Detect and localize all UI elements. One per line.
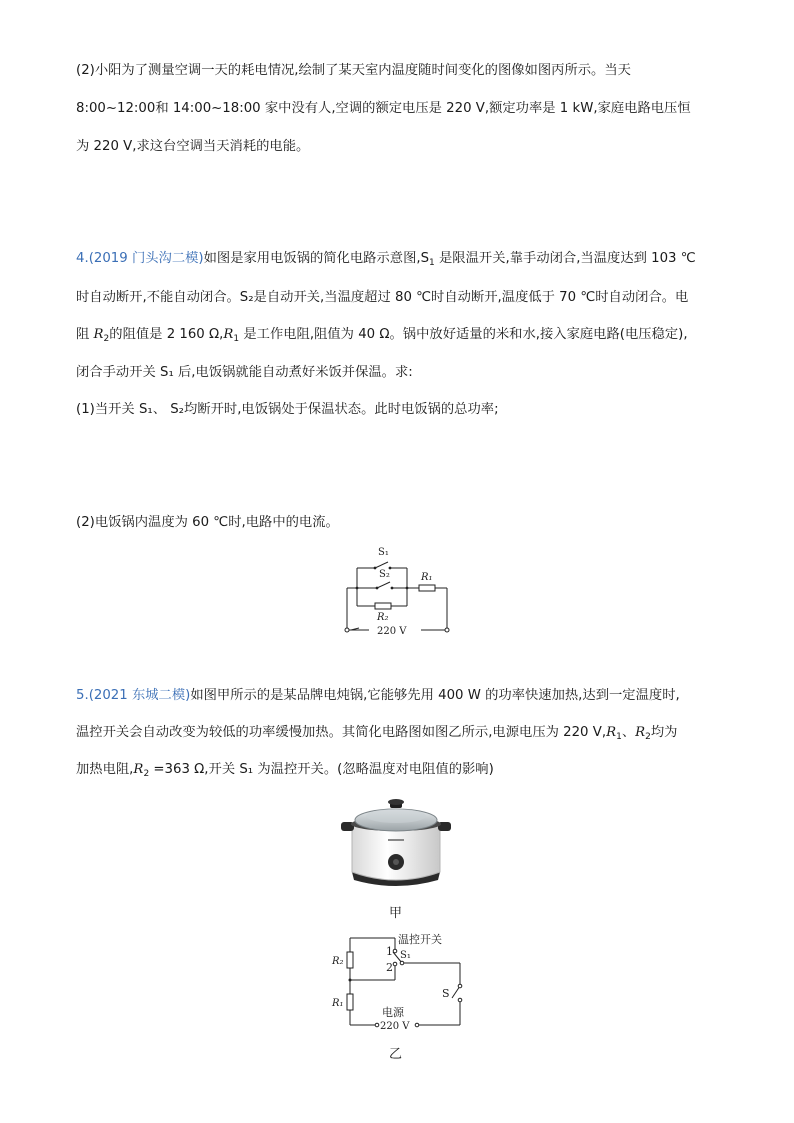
- q5-line1: [76, 687, 680, 705]
- r1-symbol: R: [223, 327, 234, 342]
- q3-part2-line2: 8:00~12:00和 14:00~18:00 家中没有人,空调的额定电压是 220 V,额定功率是 1 kW,家庭电路电压恒: [76, 101, 691, 116]
- subscript: 2: [103, 334, 110, 344]
- q4-circuit-diagram: [335, 542, 460, 638]
- caption-jia: 甲: [389, 906, 403, 921]
- q5-number: 5.: [76, 688, 89, 703]
- subscript: 1: [429, 258, 435, 268]
- q4-source: (2019 门头沟二模): [88, 251, 204, 266]
- r2-label: R₂: [377, 612, 389, 623]
- q5-text: 温控开关会自动改变为较低的功率缓慢加热。其简化电路图如图乙所示,电源电压为 220 V,: [76, 725, 607, 740]
- q4-text: 阻: [76, 327, 94, 342]
- pos1-label: 1: [386, 945, 393, 958]
- q4-text-a: 如图是家用电饭锅的简化电路示意图,S: [203, 251, 430, 266]
- source-label: 电源: [382, 1006, 404, 1019]
- subscript: 2: [143, 769, 150, 779]
- r1-symbol: R: [606, 725, 617, 740]
- q4-line2: 时自动断开,不能自动闭合。S₂是自动开关,当温度超过 80 ℃时自动断开,温度低于 70 ℃时自动闭合。电: [76, 290, 689, 305]
- q3-part2-line3: 为 220 V,求这台空调当天消耗的电能。: [76, 139, 310, 154]
- subscript: 2: [645, 732, 651, 742]
- q3-part2-line1: (2)小阳为了测量空调一天的耗电情况,绘制了某天室内温度随时间变化的图像如图丙所示。当天: [76, 63, 631, 78]
- switch-label: 温控开关: [398, 933, 442, 946]
- s1-label: S₁: [378, 547, 389, 558]
- q5-line2: [76, 724, 677, 742]
- r1-label: R₁: [332, 998, 344, 1009]
- q5-text: 如图甲所示的是某品牌电炖锅,它能够先用 400 W 的功率快速加热,达到一定温度时,: [190, 688, 680, 703]
- q4-line4: 闭合手动开关 S₁ 后,电饭锅就能自动煮好米饭并保温。求:: [76, 365, 413, 380]
- r1-label: R₁: [421, 572, 433, 583]
- q5-text: 加热电阻,: [76, 762, 134, 777]
- s1-label: S₁: [400, 950, 411, 961]
- q4-part1: (1)当开关 S₁、 S₂均断开时,电饭锅处于保温状态。此时电饭锅的总功率;: [76, 402, 499, 417]
- q5-text: =363 Ω,开关 S₁ 为温控开关。(忽略温度对电阻值的影响): [149, 762, 494, 777]
- pos2-label: 2: [386, 961, 393, 974]
- r2-label: R₂: [332, 956, 344, 967]
- q4-line3: [76, 326, 688, 344]
- subscript: 1: [233, 334, 240, 344]
- q4-part2: (2)电饭锅内温度为 60 ℃时,电路中的电流。: [76, 515, 339, 530]
- q5-circuit-diagram: [330, 930, 465, 1035]
- subscript: 1: [616, 732, 622, 742]
- q4-number: 4.: [76, 251, 89, 266]
- q5-source: (2021 东城二模): [88, 688, 191, 703]
- q4-line1: [76, 250, 696, 268]
- s2-label: S₂: [379, 569, 390, 580]
- r2-symbol: R: [93, 327, 104, 342]
- q4-text-b: 是限温开关,靠手动闭合,当温度达到 103 ℃: [434, 251, 696, 266]
- q4-text: 的阻值是 2 160 Ω,: [109, 327, 224, 342]
- q5-line3: [76, 761, 494, 779]
- voltage-label: 220 V: [380, 1021, 410, 1032]
- r2-symbol: R: [635, 725, 646, 740]
- q5-text: 、: [621, 725, 636, 740]
- s-label: S: [442, 987, 450, 1000]
- q4-text: 是工作电阻,阻值为 40 Ω。锅中放好适量的米和水,接入家庭电路(电压稳定),: [239, 327, 688, 342]
- q5-text: 均为: [650, 725, 678, 740]
- slow-cooker-image: [336, 792, 456, 890]
- caption-yi: 乙: [389, 1047, 403, 1062]
- voltage-label: 220 V: [377, 626, 407, 637]
- r2-symbol: R: [133, 762, 144, 777]
